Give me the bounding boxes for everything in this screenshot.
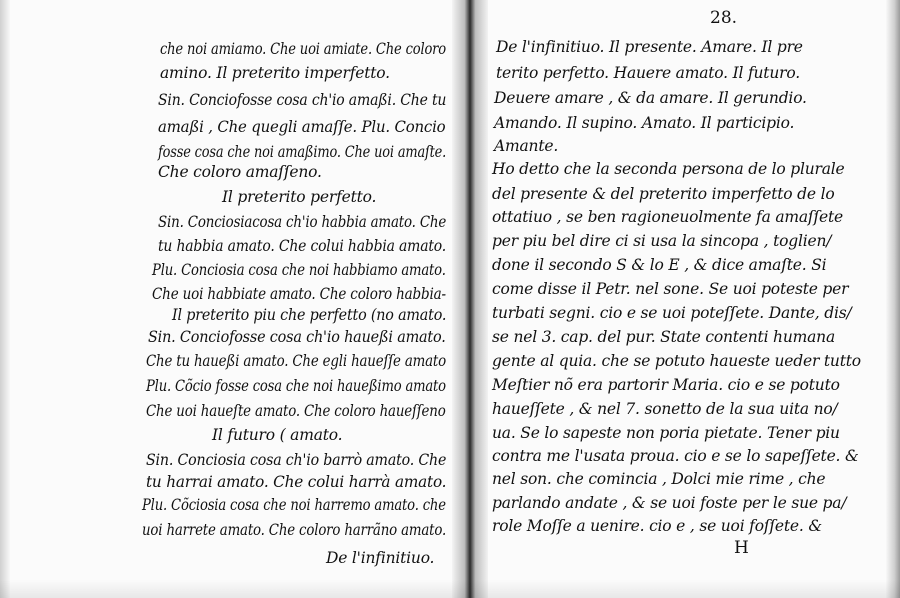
text-line: Sin. Conciofosse cosa ch'io haueßi amato. — [148, 328, 446, 346]
text-line: per piu bel dire ci si usa la sincopa , toglien/ — [492, 232, 832, 250]
text-line: Plu. Conciosia cosa che noi habbiamo amato. — [152, 261, 446, 279]
right-page-edge — [886, 0, 900, 598]
text-line: Sin. Conciofosse cosa ch'io amaßi. Che tu — [158, 91, 447, 109]
text-line: terito perfetto. Hauere amato. Il futuro. — [496, 64, 800, 82]
text-line: che noi amiamo. Che uoi amiate. Che coloro — [160, 40, 446, 58]
text-line: amino. Il preterito imperfetto. — [160, 64, 390, 82]
text-line: tu harrai amato. Che colui harrà amato. — [146, 473, 447, 491]
text-line: ottatiuo , se ben ragioneuolmente fa amaſſete — [492, 208, 843, 226]
text-line: come disse il Petr. nel sone. Se uoi poteste per — [492, 280, 849, 298]
section-heading: Il preterito perfetto. — [222, 188, 377, 206]
text-line: haueſſete , & nel 7. sonetto de la sua uita no/ — [492, 400, 838, 418]
text-line: nel son. che comincia , Dolci mie rime , che — [492, 470, 826, 488]
text-line: ua. Se lo sapeste non poria pietate. Tener piu — [492, 424, 840, 442]
text-line: fosse cosa che noi amaßimo. Che uoi amaſte. — [158, 143, 447, 161]
page-number: 28. — [710, 8, 738, 28]
text-line: Deuere amare , & da amare. Il gerundio. — [494, 89, 807, 107]
section-heading: Il preterito piu che perfetto (no amato. — [172, 306, 447, 324]
text-line: se nel 3. cap. del pur. State contenti humana — [492, 328, 835, 346]
text-line: Amante. — [494, 137, 559, 155]
section-heading: Il futuro ( amato. — [212, 426, 343, 444]
text-line: Ho detto che la seconda persona de lo plurale — [492, 160, 845, 178]
text-line: Sin. Conciosiacosa ch'io habbia amato. Che — [158, 213, 447, 231]
text-line: uoi harrete amato. Che coloro harrãno amato. — [142, 521, 447, 539]
catchword: De l'infinitiuo. — [326, 549, 435, 567]
text-line: De l'infinitiuo. Il presente. Amare. Il pre — [496, 38, 803, 56]
text-line: contra me l'usata proua. cio e se lo sapeſſete. & — [492, 447, 859, 465]
text-line: Sin. Conciosia cosa ch'io barrò amato. Che — [146, 451, 447, 469]
text-line: Meſtier nõ era partorir Maria. cio e se potuto — [492, 376, 840, 394]
text-line: Che tu haueßi amato. Che egli haueſſe amato — [146, 352, 446, 370]
text-line: Amando. Il supino. Amato. Il participio. — [494, 114, 795, 132]
text-line: Che uoi haueſte amato. Che coloro haueſſeno — [146, 402, 446, 420]
text-line: turbati segni. cio e se uoi poteſſete. Dante, dis/ — [492, 304, 852, 322]
signature-mark: H — [734, 538, 749, 558]
text-line: tu habbia amato. Che colui habbia amato. — [158, 237, 447, 255]
text-line: gente al quia. che se potuto haueste ueder tutto — [492, 352, 861, 370]
bottom-shadow — [0, 580, 900, 598]
text-line: del presente & del preterito imperfetto de lo — [492, 185, 835, 203]
text-line: role Moſſe a uenire. cio e , se uoi foſſete. & — [492, 517, 822, 535]
book-gutter — [452, 0, 488, 598]
text-line: Che coloro amaſſeno. — [158, 163, 322, 181]
text-line: Plu. Cõciosia cosa che noi harremo amato. che — [142, 496, 446, 514]
right-page — [488, 0, 888, 598]
text-line: Plu. Cõcio fosse cosa che noi haueßimo amato — [146, 377, 446, 395]
text-line: Che uoi habbiate amato. Che coloro habbia- — [152, 285, 446, 303]
text-line: done il secondo S & lo E , & dice amaſte. Si — [492, 256, 827, 274]
text-line: amaßi , Che quegli amaſſe. Plu. Concio — [158, 118, 446, 136]
text-line: parlando andate , & se uoi foste per le sue pa/ — [492, 494, 847, 512]
